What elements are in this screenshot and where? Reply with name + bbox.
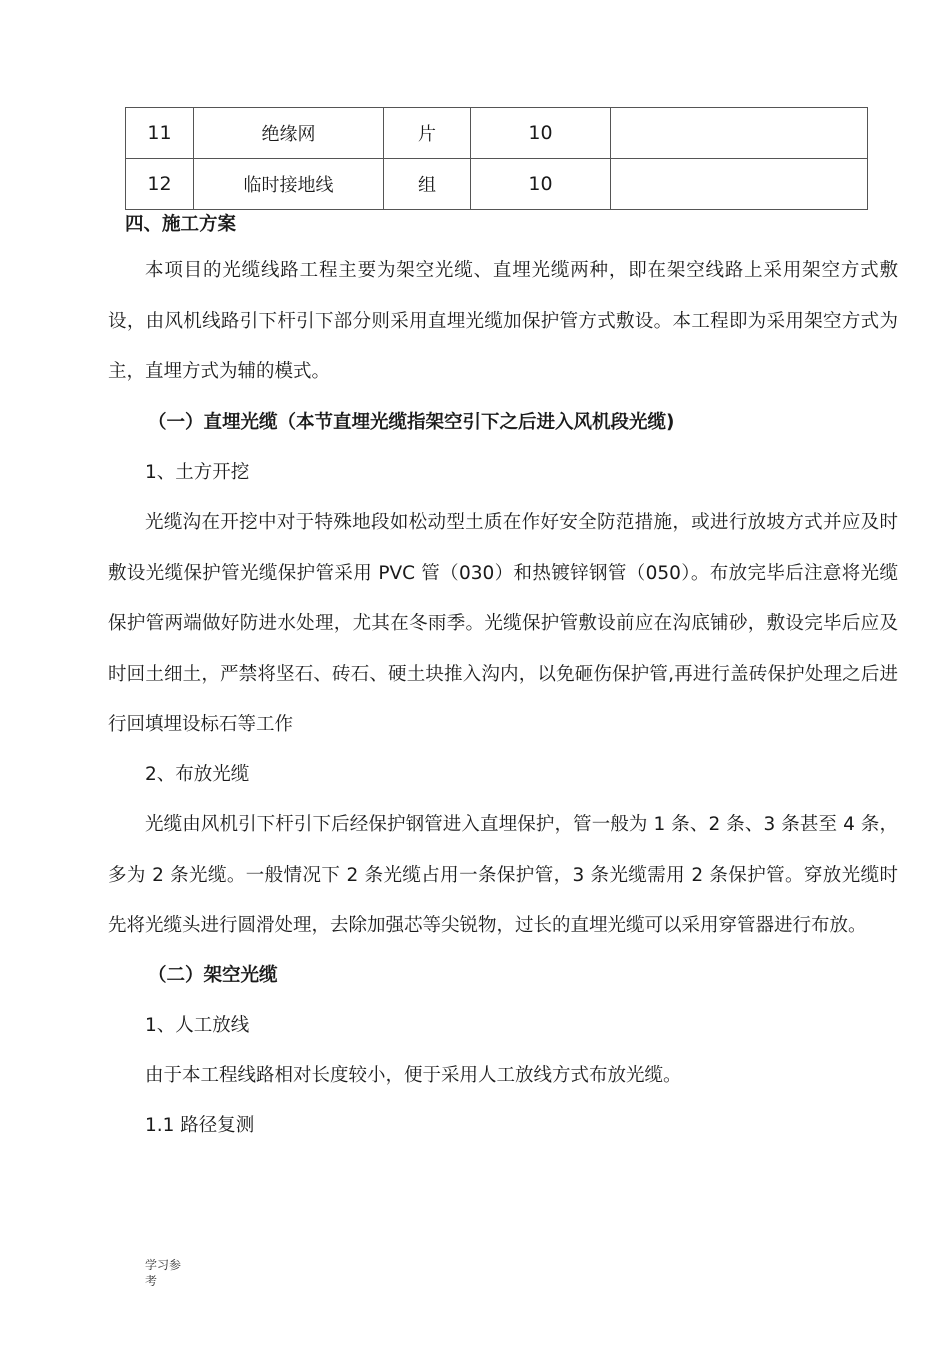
- section-intro-paragraph: 本项目的光缆线路工程主要为架空光缆、直埋光缆两种，即在架空线路上采用架空方式敷设，由风机线路引下杆引下部分则采用直埋光缆加保护管方式敷设。本工程即为采用架空方式为主，直埋方式为辅的模式。: [108, 260, 898, 382]
- table-row: [126, 108, 868, 159]
- item-title-manual-laying: 1、人工放线: [145, 1015, 250, 1036]
- materials-table: [125, 107, 868, 210]
- table-cell-quantity: 10: [471, 108, 611, 159]
- earthwork-paragraph: 光缆沟在开挖中对于特殊地段如松动型土质在作好安全防范措施，或进行放坡方式并应及时敷设光缆保护管光缆保护管采用 PVC 管（030）和热镀锌钢管（050）。布放完毕后注意将光缆保护管两端做好防进水处理，尤其在冬雨季。光缆保护管敷设前应在沟底铺砂，敷设完毕后应及时回土细土，严禁将坚石、砖石、硬土块推入沟内，以免砸伤保护管,再进行盖砖保护处理之后进行回填埋设标石等工作: [108, 512, 898, 735]
- table-cell-name: 临时接地线: [194, 159, 384, 210]
- table-cell-index: 12: [126, 159, 194, 210]
- item-title-route-survey: 1.1 路径复测: [145, 1115, 255, 1136]
- table-cell-name: 绝缘网: [194, 108, 384, 159]
- table-cell-unit: 组: [384, 159, 471, 210]
- item-title-laying-cable: 2、布放光缆: [145, 764, 250, 785]
- table-cell-remark: [611, 108, 868, 159]
- page-footer: [145, 1257, 195, 1289]
- laying-cable-paragraph: 光缆由风机引下杆引下后经保护钢管进入直埋保护，管一般为 1 条、2 条、3 条甚至 4 条，多为 2 条光缆。一般情况下 2 条光缆占用一条保护管，3 条光缆需用 2 条保护管。穿放光缆时先将光缆头进行圆滑处理，去除加强芯等尖锐物，过长的直埋光缆可以采用穿管器进行布放。: [108, 814, 898, 936]
- table-cell-index: 11: [126, 108, 194, 159]
- subsection-heading-direct-buried: （一）直埋光缆（本节直埋光缆指架空引下之后进入风机段光缆): [148, 412, 675, 433]
- item-title-earthwork: 1、土方开挖: [145, 462, 250, 483]
- manual-laying-paragraph: 由于本工程线路相对长度较小，便于采用人工放线方式布放光缆。: [145, 1065, 682, 1086]
- footer-line: 考: [145, 1274, 158, 1288]
- subsection-heading-aerial: （二）架空光缆: [148, 965, 278, 986]
- footer-line: 学习参: [145, 1258, 182, 1272]
- table-cell-quantity: 10: [471, 159, 611, 210]
- table-cell-unit: 片: [384, 108, 471, 159]
- section-heading: 四、施工方案: [125, 214, 237, 235]
